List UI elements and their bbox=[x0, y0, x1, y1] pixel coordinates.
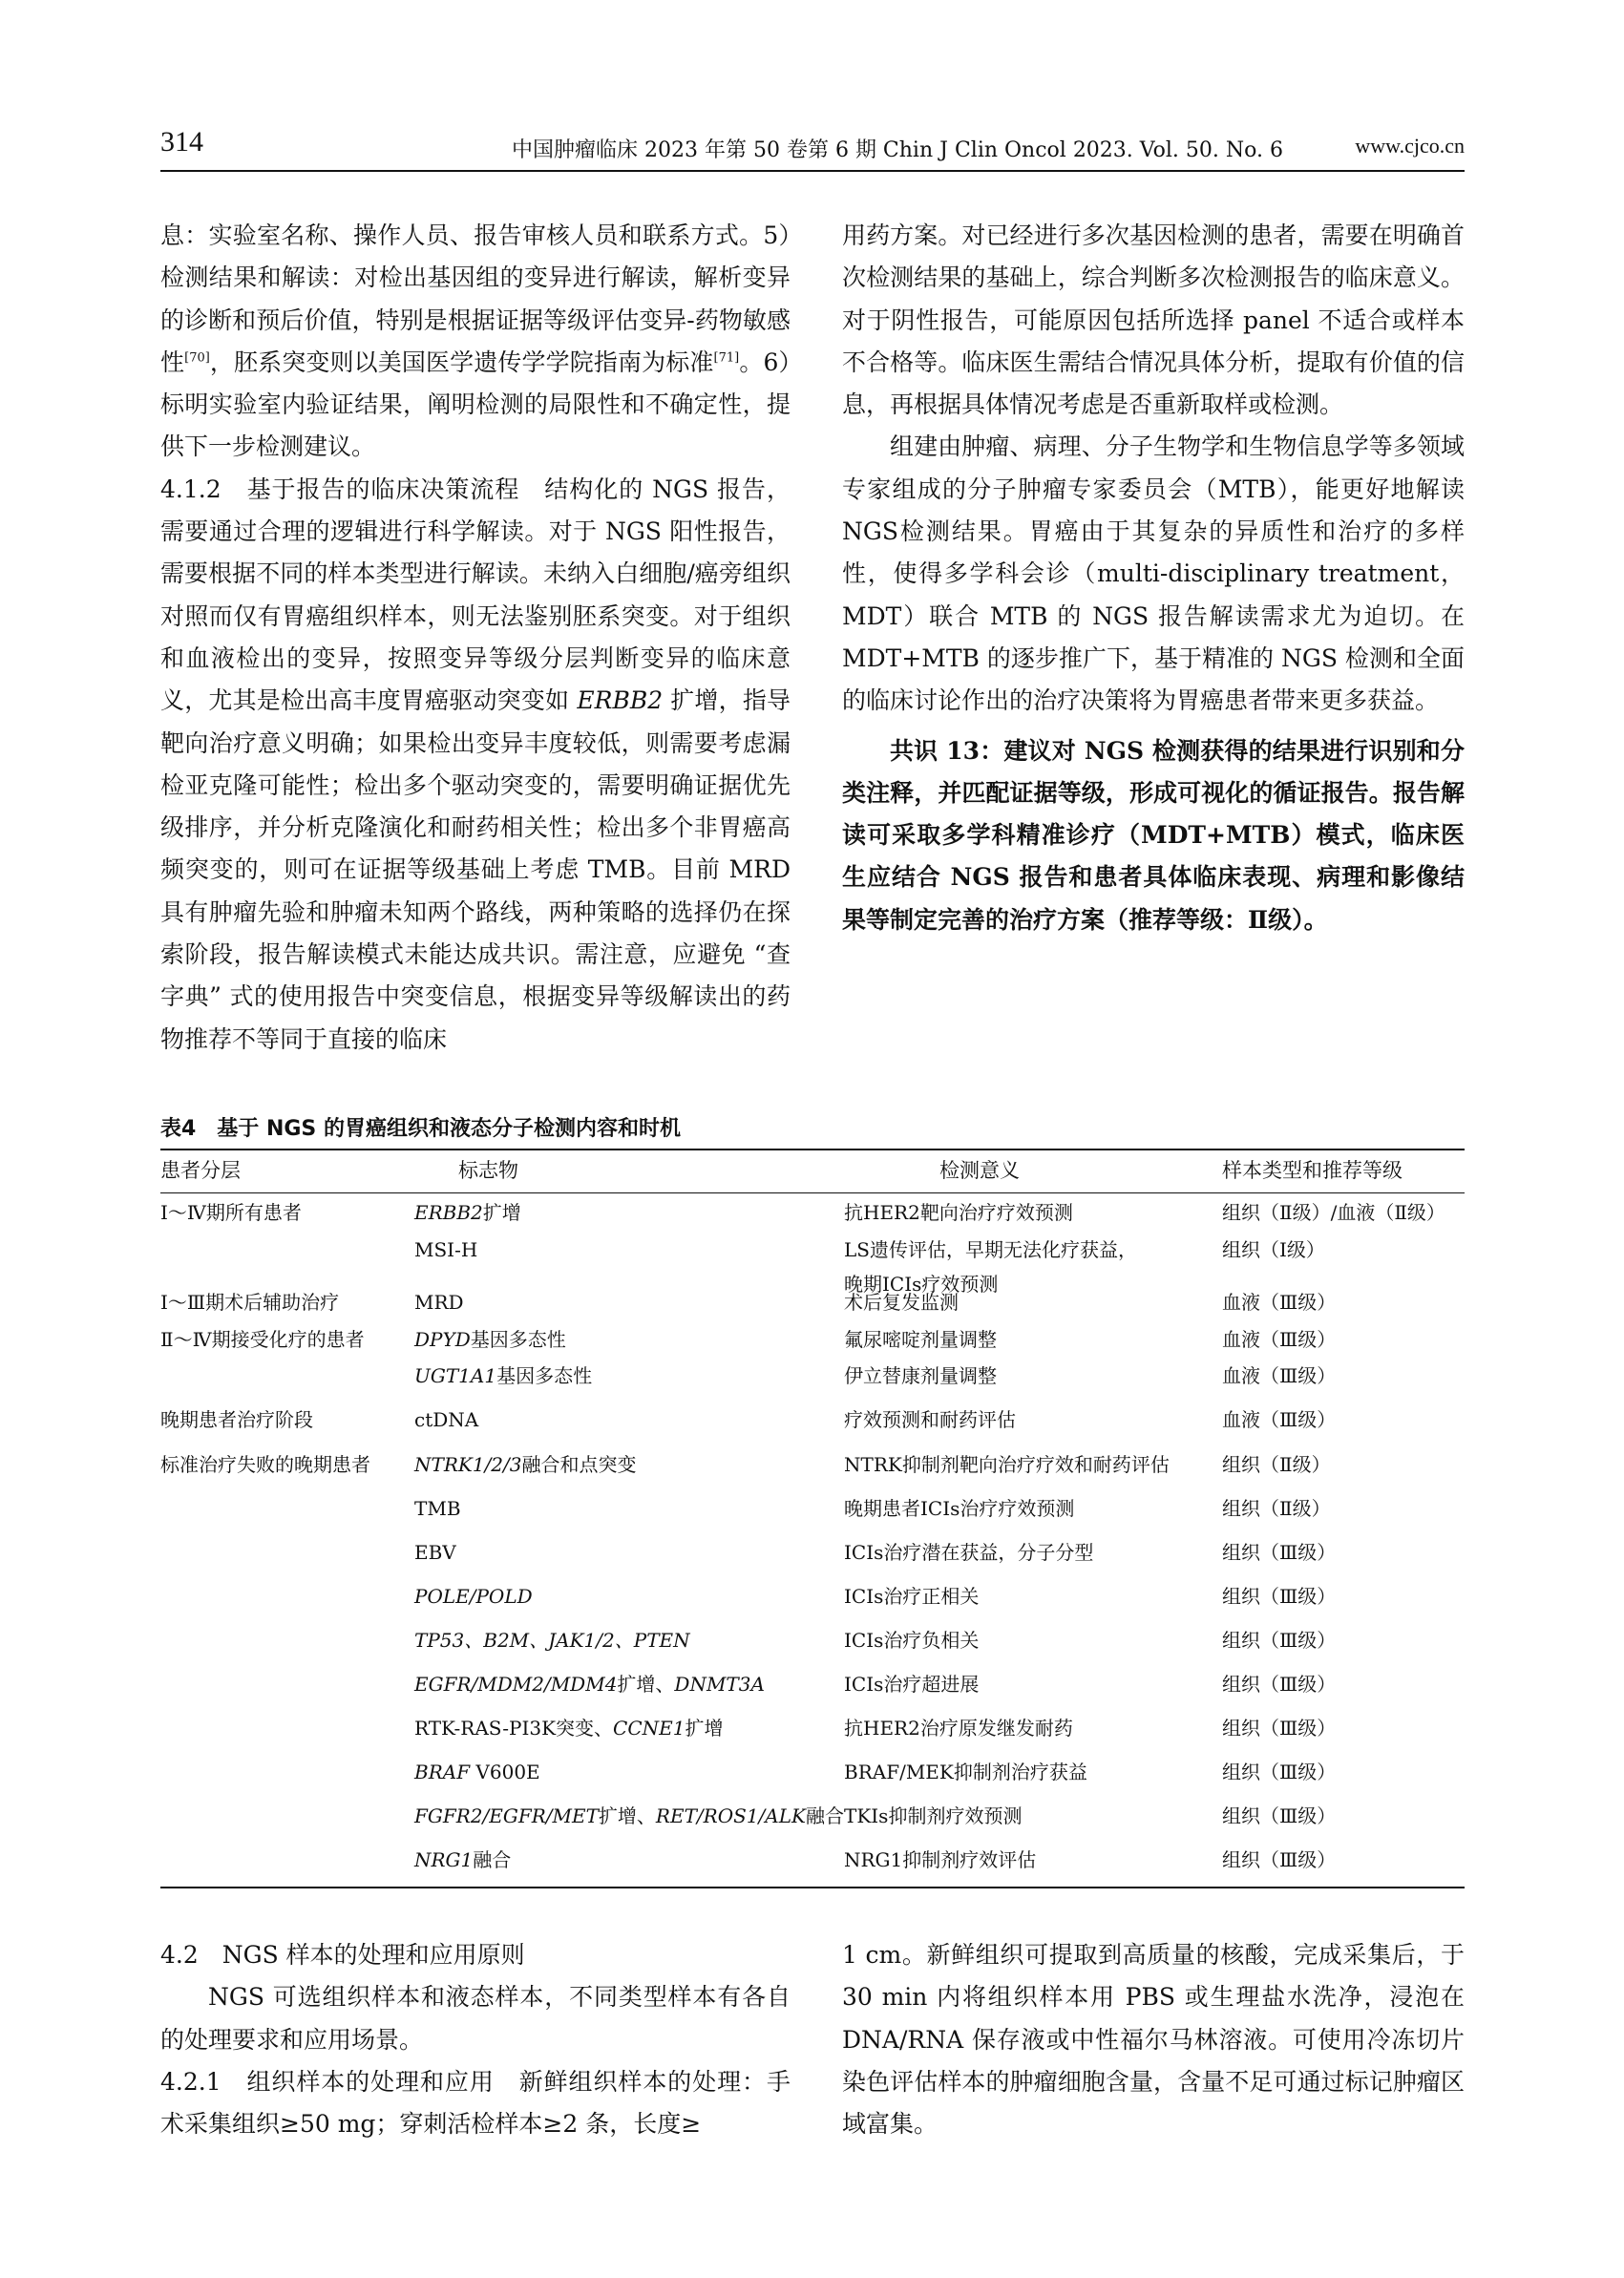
marker-text: 扩增 bbox=[482, 1201, 521, 1224]
table-cell-sample: 组织（Ⅱ级）/血液（Ⅱ级） bbox=[1222, 1201, 1445, 1224]
table-header-marker: 标志物 bbox=[458, 1159, 518, 1182]
table-header-rule bbox=[160, 1192, 1465, 1193]
gene-name: NRG1 bbox=[414, 1848, 474, 1871]
table-cell-sample: 血液（Ⅲ级） bbox=[1222, 1291, 1337, 1314]
table-cell-marker bbox=[414, 1579, 533, 1614]
table-cell-marker bbox=[414, 1667, 765, 1701]
table-cell-group: 标准治疗失败的晚期患者 bbox=[160, 1453, 370, 1476]
citation-70[interactable]: [70] bbox=[184, 350, 210, 366]
table-cell-marker bbox=[414, 1711, 723, 1745]
paragraph-fresh-tissue: 1 cm。新鲜组织可提取到高质量的核酸，完成采集后，于 30 min 内将组织样本用 PBS 或生理盐水洗净，浸泡在 DNA/RNA 保存液或中性福尔马林溶液。可使用冷冻切片染色评估样本的肿瘤细胞含量，含量不足可通过标记肿瘤区域富集。 bbox=[842, 1941, 1465, 2139]
table-cell-sample: 组织（Ⅲ级） bbox=[1222, 1761, 1337, 1783]
journal-citation: 中国肿瘤临床 2023 年第 50 卷第 6 期 Chin J Clin Oncol 2023. Vol. 50. No. 6 bbox=[512, 138, 1283, 162]
table-cell-sample: 组织（Ⅱ级） bbox=[1222, 1453, 1331, 1476]
table-cell-significance bbox=[844, 1322, 997, 1357]
gene-name: RET/ROS1/ALK bbox=[655, 1804, 806, 1827]
gene-name: FGFR2/EGFR/MET bbox=[414, 1804, 599, 1827]
significance-text: ICIs治疗正相关 bbox=[844, 1585, 980, 1608]
table-cell-sample: 组织（Ⅲ级） bbox=[1222, 1629, 1337, 1652]
significance-text: ICIs治疗潜在获益，分子分型 bbox=[844, 1541, 1094, 1564]
table-cell-significance bbox=[844, 1711, 1073, 1745]
table-header-significance: 检测意义 bbox=[939, 1159, 1020, 1182]
table-cell-sample: 组织（Ⅲ级） bbox=[1222, 1673, 1337, 1696]
table-cell-significance bbox=[844, 1535, 1093, 1570]
table-cell-significance bbox=[844, 1755, 1087, 1789]
table-cell-significance bbox=[844, 1403, 1016, 1437]
paragraph-4-2: NGS 可选组织样本和液态样本，不同类型样本有各自的处理要求和应用场景。 bbox=[160, 1983, 791, 2054]
right-column-bottom bbox=[842, 1934, 1465, 2145]
significance-text: ICIs治疗负相关 bbox=[844, 1629, 980, 1652]
table-cell-marker bbox=[414, 1535, 456, 1570]
table-header-sample: 样本类型和推荐等级 bbox=[1222, 1159, 1403, 1182]
table-cell-marker bbox=[414, 1285, 464, 1319]
marker-text: 扩增、 bbox=[617, 1673, 675, 1696]
gene-name: DNMT3A bbox=[674, 1673, 765, 1696]
marker-text: 基因多态性 bbox=[470, 1328, 566, 1351]
gene-name: POLE/POLD bbox=[414, 1585, 533, 1608]
table-cell-marker bbox=[414, 1623, 690, 1657]
table-cell-marker bbox=[414, 1799, 844, 1833]
table-caption: 表4 基于 NGS 的胃癌组织和液态分子检测内容和时机 bbox=[160, 1117, 681, 1141]
paragraph-mtb: 组建由肿瘤、病理、分子生物学和生物信息学等多领域专家组成的分子肿瘤专家委员会（MTB），能更好地解读 NGS检测结果。胃癌由于其复杂的异质性和治疗的多样性，使得多学科会诊（multi-disciplinary treatment，MDT）联合 MTB 的 NGS 报告解读需求尤为迫切。在 MDT+MTB 的逐步推广下，基于精准的 NGS 检测和全面的临床讨论作出的治疗决策将为胃癌患者带来更多获益。 bbox=[842, 432, 1465, 715]
table-cell-significance bbox=[844, 1623, 979, 1657]
significance-text: 氟尿嘧啶剂量调整 bbox=[844, 1328, 997, 1351]
marker-text: 扩增、 bbox=[598, 1804, 656, 1827]
table-cell-significance bbox=[844, 1667, 979, 1701]
paragraph-report-content: 息：实验室名称、操作人员、报告审核人员和联系方式。5）检测结果和解读：对检出基因组的变异进行解读，解析变异的诊断和预后价值，特别是根据证据等级评估变异-药物敏感性[70]，胚系突变则以美国医学遗传学学院指南为标准[71]。6）标明实验室内验证结果，阐明检测的局限性和不确定性，提供下一步检测建议。 bbox=[160, 221, 791, 461]
table-cell-marker bbox=[414, 1359, 592, 1393]
significance-text: ICIs治疗超进展 bbox=[844, 1673, 980, 1696]
significance-text: 抗HER2靶向治疗疗效预测 bbox=[844, 1201, 1073, 1224]
significance-text: 抗HER2治疗原发继发耐药 bbox=[844, 1717, 1073, 1740]
table-cell-sample: 组织（Ⅲ级） bbox=[1222, 1717, 1337, 1740]
gene-name: DPYD bbox=[414, 1328, 471, 1351]
marker-text: V600E bbox=[470, 1761, 540, 1783]
table-cell-sample: 血液（Ⅲ级） bbox=[1222, 1328, 1337, 1351]
marker-text: 基因多态性 bbox=[496, 1364, 593, 1387]
significance-text-line2: 晚期ICIs疗效预测 bbox=[844, 1273, 999, 1296]
table-top-rule bbox=[160, 1149, 1465, 1150]
page-number: 314 bbox=[160, 126, 203, 158]
table-cell-group: 晚期患者治疗阶段 bbox=[160, 1408, 313, 1431]
table-cell-marker bbox=[414, 1195, 521, 1230]
citation-71[interactable]: [71] bbox=[713, 350, 740, 366]
table-cell-marker bbox=[414, 1447, 637, 1482]
marker-text: 融合和点突变 bbox=[521, 1453, 637, 1476]
paragraph-negative-report: 用药方案。对已经进行多次基因检测的患者，需要在明确首次检测结果的基础上，综合判断多次检测报告的临床意义。对于阴性报告，可能原因包括所选择 panel 不适合或样本不合格等。临床医生需结合情况具体分析，提取有价值的信息，再根据具体情况考虑是否重新取样或检测。 bbox=[842, 221, 1465, 419]
table-cell-group: Ⅰ～Ⅲ期术后辅助治疗 bbox=[160, 1291, 340, 1314]
marker-text: ctDNA bbox=[414, 1408, 479, 1431]
significance-text: 术后复发监测 bbox=[844, 1291, 959, 1314]
marker-text: 扩增 bbox=[685, 1717, 724, 1740]
table-cell-sample: 血液（Ⅲ级） bbox=[1222, 1364, 1337, 1387]
marker-text: MRD bbox=[414, 1291, 464, 1314]
marker-text: 融合 bbox=[805, 1804, 844, 1827]
header-rule bbox=[160, 170, 1465, 172]
significance-text: NTRK抑制剂靶向治疗疗效和耐药评估 bbox=[844, 1453, 1170, 1476]
marker-text: TMB bbox=[414, 1497, 461, 1520]
section-heading-4-1-2: 4.1.2 基于报告的临床决策流程 bbox=[160, 475, 520, 503]
section-4-2-1: 4.2.1 组织样本的处理和应用 新鲜组织样本的处理：手术采集组织≥50 mg；穿刺活检样本≥2 条，长度≥ bbox=[160, 2067, 791, 2139]
left-column-bottom bbox=[160, 1934, 791, 2145]
marker-text: MSI-H bbox=[414, 1238, 478, 1261]
table-header-group: 患者分层 bbox=[160, 1159, 241, 1182]
gene-name: BRAF bbox=[414, 1761, 471, 1783]
gene-erbb2: ERBB2 bbox=[577, 686, 664, 715]
table-cell-significance bbox=[844, 1447, 1170, 1482]
table-cell-sample: 组织（Ⅲ级） bbox=[1222, 1585, 1337, 1608]
section-heading-4-2: 4.2 NGS 样本的处理和应用原则 bbox=[160, 1941, 525, 1969]
marker-text: RTK-RAS-PI3K突变、 bbox=[414, 1717, 614, 1740]
marker-text: 融合 bbox=[473, 1848, 512, 1871]
table-cell-marker bbox=[414, 1843, 511, 1877]
table-cell-significance bbox=[844, 1491, 1074, 1526]
table-cell-significance bbox=[844, 1579, 979, 1614]
significance-text: TKIs抑制剂疗效预测 bbox=[844, 1804, 1023, 1827]
gene-name: CCNE1 bbox=[613, 1717, 685, 1740]
table-cell-significance bbox=[844, 1359, 997, 1393]
table-cell-marker bbox=[414, 1491, 461, 1526]
gene-name: ERBB2 bbox=[414, 1201, 483, 1224]
gene-name: TP53、B2M、JAK1/2、PTEN bbox=[414, 1629, 690, 1652]
table-bottom-rule bbox=[160, 1887, 1465, 1888]
significance-text: 伊立替康剂量调整 bbox=[844, 1364, 997, 1387]
table-cell-sample: 血液（Ⅲ级） bbox=[1222, 1408, 1337, 1431]
table-cell-significance bbox=[844, 1195, 1073, 1230]
marker-text: EBV bbox=[414, 1541, 456, 1564]
table-cell-significance bbox=[844, 1799, 1022, 1833]
table-cell-sample: 组织（Ⅲ级） bbox=[1222, 1541, 1337, 1564]
table-cell-group: Ⅰ～Ⅳ期所有患者 bbox=[160, 1201, 302, 1224]
right-column-top bbox=[842, 215, 1465, 941]
left-column-top bbox=[160, 215, 791, 1061]
journal-website: www.cjco.cn bbox=[1355, 134, 1465, 158]
table-cell-significance bbox=[844, 1843, 1036, 1877]
consensus-13: 共识 13：建议对 NGS 检测获得的结果进行识别和分类注释，并匹配证据等级，形成可视化的循证报告。报告解读可采取多学科精准诊疗（MDT+MTB）模式，临床医生应结合 NGS 报告和患者具体临床表现、病理和影像结果等制定完善的治疗方案（推荐等级：Ⅱ级）。 bbox=[842, 736, 1465, 934]
table-cell-sample: 组织（Ⅲ级） bbox=[1222, 1848, 1337, 1871]
table-cell-group: Ⅱ～Ⅳ期接受化疗的患者 bbox=[160, 1328, 365, 1351]
table-cell-significance bbox=[844, 1285, 959, 1319]
table-cell-sample: 组织（Ⅰ级） bbox=[1222, 1238, 1325, 1261]
gene-name: EGFR/MDM2/MDM4 bbox=[414, 1673, 618, 1696]
significance-text: LS遗传评估，早期无法化疗获益， bbox=[844, 1238, 1137, 1261]
gene-name: UGT1A1 bbox=[414, 1364, 497, 1387]
significance-text: NRG1抑制剂疗效评估 bbox=[844, 1848, 1037, 1871]
table-cell-marker bbox=[414, 1403, 478, 1437]
significance-text: BRAF/MEK抑制剂治疗获益 bbox=[844, 1761, 1087, 1783]
significance-text: 疗效预测和耐药评估 bbox=[844, 1408, 1016, 1431]
gene-name: NTRK1/2/3 bbox=[414, 1453, 522, 1476]
table-cell-marker bbox=[414, 1322, 566, 1357]
table-cell-sample: 组织（Ⅱ级） bbox=[1222, 1497, 1331, 1520]
table-cell-marker bbox=[414, 1233, 477, 1267]
table-cell-marker bbox=[414, 1755, 540, 1789]
page-header bbox=[160, 126, 1465, 168]
section-4-1-2: 4.1.2 基于报告的临床决策流程 结构化的 NGS 报告，需要通过合理的逻辑进行科学解读。对于 NGS 阳性报告，需要根据不同的样本类型进行解读。未纳入白细胞/癌旁组织对照而仅有胃癌组织样本，则无法鉴别胚系突变。对于组织和血液检出的变异，按照变异等级分层判断变异的临床意义，尤其是检出高丰度胃癌驱动突变如 ERBB2 扩增，指导靶向治疗意义明确；如果检出变异丰度较低，则需要考虑漏检亚克隆可能性；检出多个驱动突变的，需要明确证据优先级排序，并分析克隆演化和耐药相关性；检出多个非胃癌高频突变的，则可在证据等级基础上考虑 TMB。目前 MRD 具有肿瘤先验和肿瘤未知两个路线，两种策略的选择仍在探索阶段，报告解读模式未能达成共识。需注意，应避免 “查字典” 式的使用报告中突变信息，根据变异等级解读出的药物推荐不等同于直接的临床 bbox=[160, 475, 791, 1053]
significance-text: 晚期患者ICIs治疗疗效预测 bbox=[844, 1497, 1075, 1520]
table-cell-sample: 组织（Ⅲ级） bbox=[1222, 1804, 1337, 1827]
section-heading-4-2-1: 4.2.1 组织样本的处理和应用 bbox=[160, 2067, 495, 2096]
